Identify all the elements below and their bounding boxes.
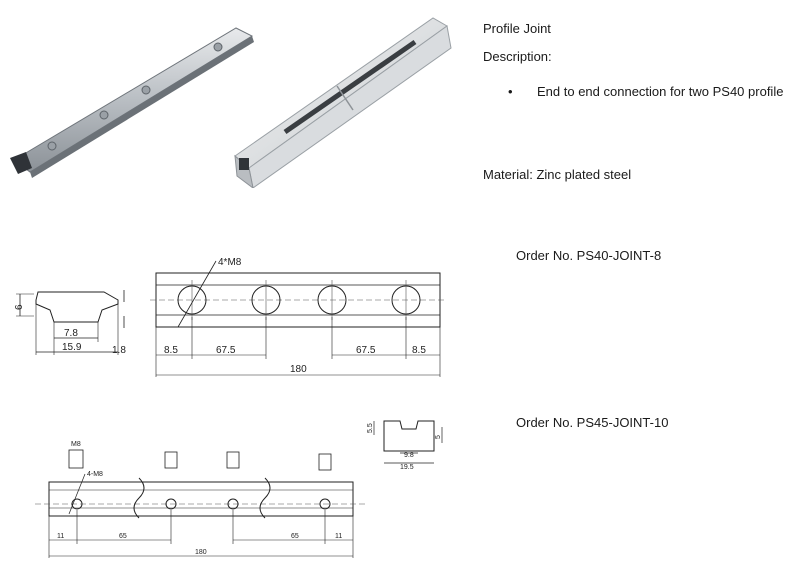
- dim-8-5-right: 8.5: [412, 345, 426, 356]
- ps45-thread-callout: 4-M8: [87, 471, 103, 478]
- ps45-dim-65-left: 65: [119, 533, 127, 540]
- section-lip-dim: 1.8: [112, 345, 126, 356]
- ps45-section-right-dim: 5: [435, 435, 442, 439]
- ps40-plan-drawing: [150, 255, 450, 385]
- dim-8-5-left: 8.5: [164, 345, 178, 356]
- ps45-plan-drawing: [35, 432, 365, 562]
- ps45-section-left-dim: 5.5: [367, 423, 374, 433]
- section-height-dim: 6: [14, 304, 25, 310]
- ps45-section-outer-dim: 19.5: [400, 464, 414, 471]
- material-text: Material: Zinc plated steel: [483, 167, 632, 182]
- ps45-dim-11-left: 11: [57, 533, 65, 540]
- description-bullet: End to end connection for two PS40 profile: [537, 84, 784, 99]
- ps45-dim-total-length: 180: [195, 549, 207, 556]
- dim-total-length: 180: [290, 364, 307, 375]
- ps40-section-drawing: [14, 280, 144, 360]
- section-inner-width: 7.8: [64, 328, 78, 339]
- ps45-section-inner-dim: 9.8: [404, 452, 414, 459]
- assembled-profile-photo: [225, 8, 465, 188]
- order-number-ps45: Order No. PS45-JOINT-10: [516, 415, 669, 430]
- ps45-dim-11-right: 11: [335, 533, 343, 540]
- bullet-marker: •: [508, 84, 513, 99]
- thread-callout: 4*M8: [218, 257, 242, 268]
- screw-label: M8: [71, 441, 81, 448]
- ps45-dim-65-right: 65: [291, 533, 299, 540]
- ps45-section-drawing: [362, 413, 454, 473]
- product-title: Profile Joint: [483, 21, 551, 36]
- dim-67-5-left: 67.5: [216, 345, 236, 356]
- joint-plate-photo: [0, 12, 260, 182]
- dim-67-5-right: 67.5: [356, 345, 376, 356]
- order-number-ps40: Order No. PS40-JOINT-8: [516, 248, 662, 263]
- description-label: Description:: [483, 49, 552, 64]
- section-outer-width: 15.9: [62, 342, 82, 353]
